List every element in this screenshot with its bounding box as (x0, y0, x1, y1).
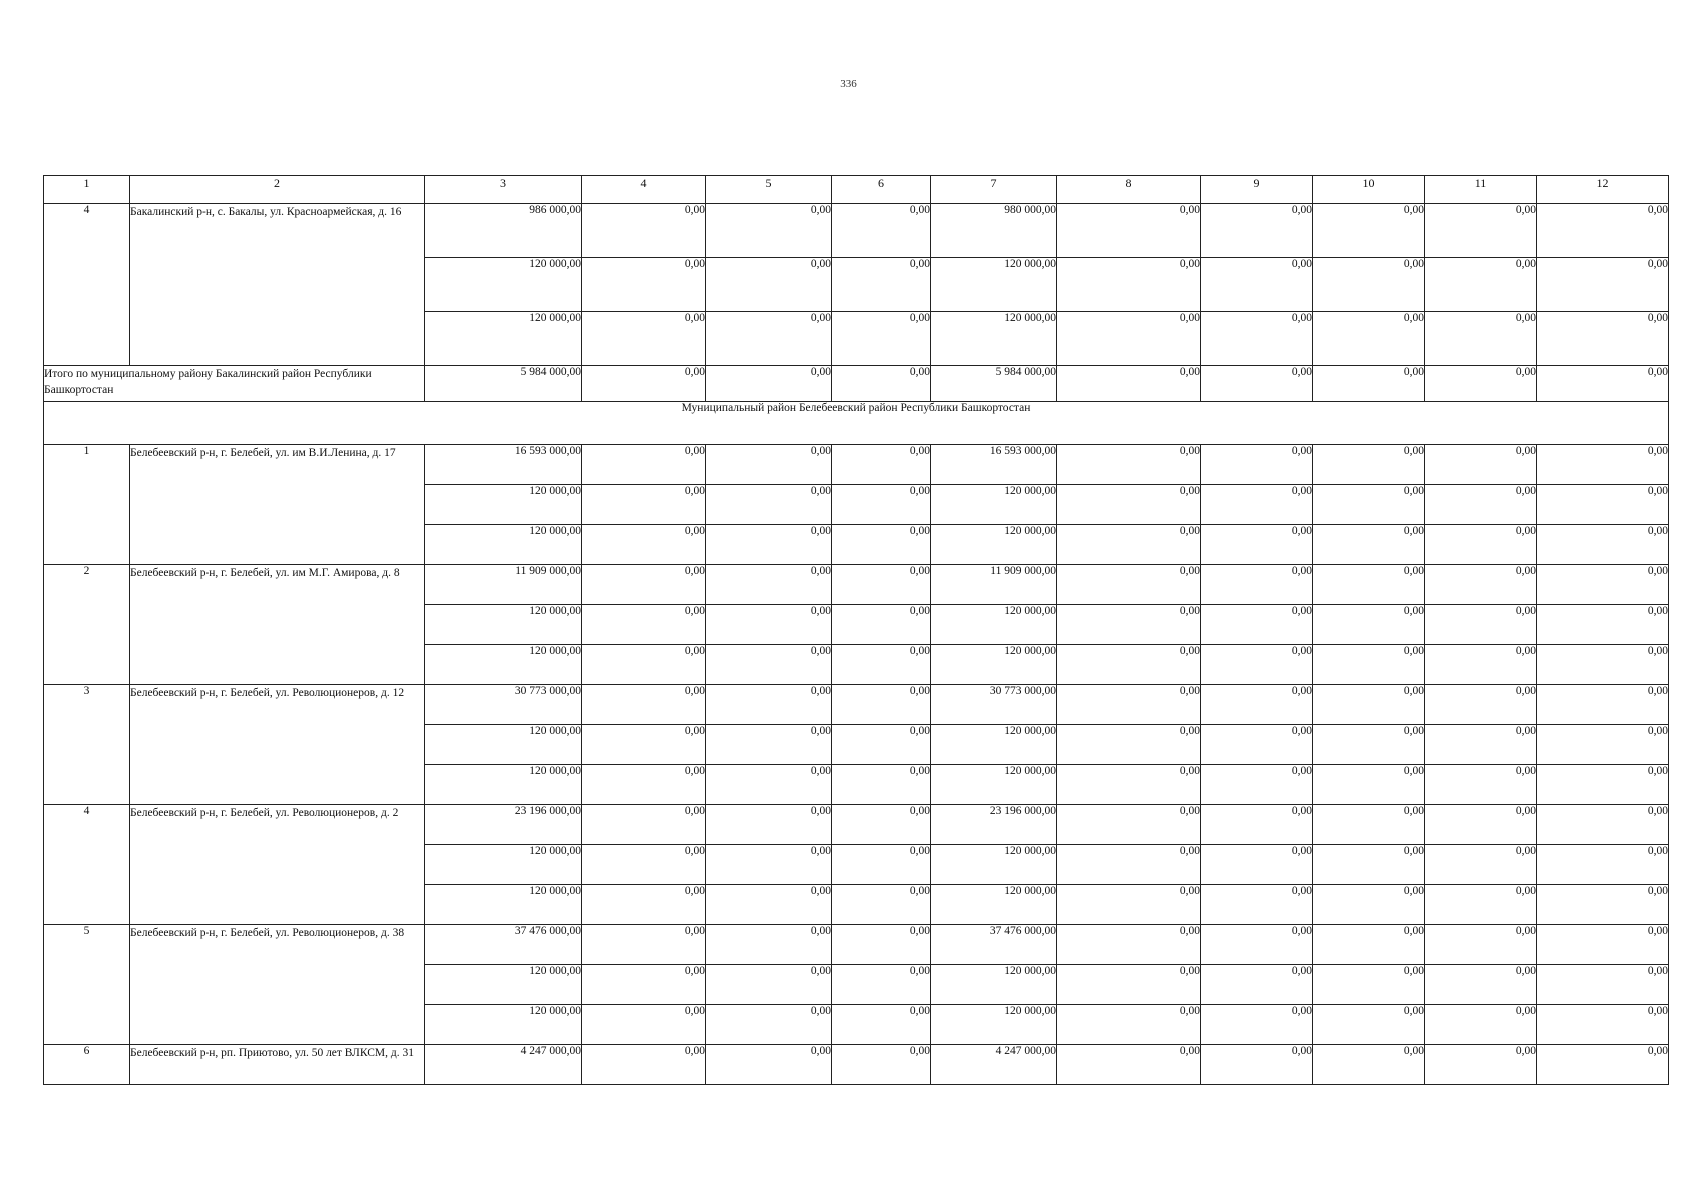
amount-cell: 0,00 (1537, 805, 1669, 845)
object-address: Белебеевский р-н, рп. Приютово, ул. 50 лет ВЛКСМ, д. 31 (130, 1045, 425, 1085)
amount-cell: 0,00 (1537, 525, 1669, 565)
column-number: 6 (832, 176, 931, 204)
object-address: Бакалинский р-н, с. Бакалы, ул. Красноармейская, д. 16 (130, 204, 425, 366)
table-row (44, 925, 1669, 965)
amount-cell: 0,00 (1537, 965, 1669, 1005)
amount-cell: 0,00 (832, 565, 931, 605)
amount-cell: 0,00 (582, 565, 706, 605)
amount-cell: 0,00 (1057, 725, 1201, 765)
amount-cell: 0,00 (1201, 445, 1313, 485)
amount-cell: 4 247 000,00 (425, 1045, 582, 1085)
amount-cell: 0,00 (582, 204, 706, 258)
object-address: Белебеевский р-н, г. Белебей, ул. Революционеров, д. 2 (130, 805, 425, 925)
row-index: 1 (44, 445, 130, 565)
amount-cell: 120 000,00 (931, 258, 1057, 312)
amount-cell: 0,00 (1537, 645, 1669, 685)
amount-cell: 0,00 (706, 885, 832, 925)
amount-cell: 0,00 (1313, 605, 1425, 645)
amount-cell: 0,00 (582, 805, 706, 845)
amount-cell: 0,00 (582, 445, 706, 485)
amount-cell: 0,00 (1201, 525, 1313, 565)
amount-cell: 120 000,00 (931, 885, 1057, 925)
amount-cell: 0,00 (1537, 685, 1669, 725)
amount-cell: 0,00 (1425, 645, 1537, 685)
table-row (44, 565, 1669, 605)
amount-cell: 0,00 (832, 1005, 931, 1045)
amount-cell: 30 773 000,00 (425, 685, 582, 725)
amount-cell: 0,00 (706, 605, 832, 645)
amount-cell: 0,00 (706, 685, 832, 725)
total-amount-cell: 0,00 (1057, 366, 1201, 402)
amount-cell: 0,00 (1313, 525, 1425, 565)
amount-cell: 0,00 (582, 685, 706, 725)
amount-cell: 120 000,00 (425, 312, 582, 366)
amount-cell: 0,00 (706, 725, 832, 765)
amount-cell: 120 000,00 (931, 845, 1057, 885)
amount-cell: 0,00 (582, 765, 706, 805)
amount-cell: 0,00 (1537, 925, 1669, 965)
data-table (43, 175, 1669, 1085)
amount-cell: 120 000,00 (425, 525, 582, 565)
amount-cell: 0,00 (1057, 445, 1201, 485)
total-amount-cell: 0,00 (1537, 366, 1669, 402)
amount-cell: 0,00 (832, 445, 931, 485)
column-number: 10 (1313, 176, 1425, 204)
amount-cell: 0,00 (1201, 725, 1313, 765)
amount-cell: 0,00 (1425, 445, 1537, 485)
amount-cell: 0,00 (1313, 685, 1425, 725)
amount-cell: 0,00 (1057, 805, 1201, 845)
column-number: 7 (931, 176, 1057, 204)
amount-cell: 0,00 (1425, 1005, 1537, 1045)
amount-cell: 0,00 (1537, 445, 1669, 485)
amount-cell: 0,00 (1537, 765, 1669, 805)
amount-cell: 0,00 (1201, 565, 1313, 605)
column-number: 9 (1201, 176, 1313, 204)
amount-cell: 0,00 (832, 204, 931, 258)
amount-cell: 0,00 (1057, 925, 1201, 965)
amount-cell: 0,00 (1057, 845, 1201, 885)
amount-cell: 0,00 (832, 725, 931, 765)
amount-cell: 0,00 (1201, 312, 1313, 366)
amount-cell: 120 000,00 (425, 485, 582, 525)
amount-cell: 0,00 (1201, 605, 1313, 645)
amount-cell: 120 000,00 (931, 605, 1057, 645)
amount-cell: 0,00 (1425, 965, 1537, 1005)
amount-cell: 0,00 (1537, 885, 1669, 925)
amount-cell: 0,00 (832, 645, 931, 685)
amount-cell: 0,00 (1313, 1045, 1425, 1085)
amount-cell: 0,00 (582, 645, 706, 685)
object-address: Белебеевский р-н, г. Белебей, ул. Революционеров, д. 12 (130, 685, 425, 805)
amount-cell: 120 000,00 (931, 965, 1057, 1005)
object-address: Белебеевский р-н, г. Белебей, ул. им М.Г. Амирова, д. 8 (130, 565, 425, 685)
section-row (44, 402, 1669, 445)
amount-cell: 0,00 (1057, 1005, 1201, 1045)
amount-cell: 120 000,00 (425, 845, 582, 885)
amount-cell: 0,00 (1425, 525, 1537, 565)
total-amount-cell: 0,00 (1425, 366, 1537, 402)
amount-cell: 0,00 (1201, 1005, 1313, 1045)
amount-cell: 0,00 (832, 845, 931, 885)
amount-cell: 0,00 (1537, 485, 1669, 525)
amount-cell: 120 000,00 (931, 312, 1057, 366)
amount-cell: 0,00 (1425, 258, 1537, 312)
amount-cell: 0,00 (1057, 965, 1201, 1005)
amount-cell: 120 000,00 (425, 258, 582, 312)
amount-cell: 0,00 (1425, 765, 1537, 805)
amount-cell: 120 000,00 (425, 605, 582, 645)
amount-cell: 11 909 000,00 (425, 565, 582, 605)
amount-cell: 0,00 (832, 258, 931, 312)
amount-cell: 0,00 (1537, 204, 1669, 258)
section-title: Муниципальный район Белебеевский район Республики Башкортостан (44, 402, 1669, 445)
amount-cell: 0,00 (1313, 258, 1425, 312)
column-number-header-row (44, 176, 1669, 204)
amount-cell: 0,00 (582, 845, 706, 885)
amount-cell: 0,00 (1201, 845, 1313, 885)
total-amount-cell: 0,00 (1201, 366, 1313, 402)
amount-cell: 37 476 000,00 (425, 925, 582, 965)
amount-cell: 0,00 (582, 885, 706, 925)
amount-cell: 0,00 (1313, 1005, 1425, 1045)
amount-cell: 0,00 (706, 445, 832, 485)
amount-cell: 0,00 (1425, 885, 1537, 925)
amount-cell: 986 000,00 (425, 204, 582, 258)
amount-cell: 0,00 (1201, 1045, 1313, 1085)
amount-cell: 16 593 000,00 (931, 445, 1057, 485)
row-index: 4 (44, 805, 130, 925)
table-row (44, 685, 1669, 725)
column-number: 12 (1537, 176, 1669, 204)
total-amount-cell: 5 984 000,00 (425, 366, 582, 402)
amount-cell: 0,00 (706, 645, 832, 685)
amount-cell: 0,00 (1313, 204, 1425, 258)
amount-cell: 0,00 (1537, 565, 1669, 605)
amount-cell: 0,00 (1537, 1045, 1669, 1085)
amount-cell: 0,00 (1537, 845, 1669, 885)
amount-cell: 4 247 000,00 (931, 1045, 1057, 1085)
amount-cell: 0,00 (706, 525, 832, 565)
amount-cell: 120 000,00 (931, 1005, 1057, 1045)
column-number: 11 (1425, 176, 1537, 204)
amount-cell: 980 000,00 (931, 204, 1057, 258)
object-address: Белебеевский р-н, г. Белебей, ул. им В.И.Ленина, д. 17 (130, 445, 425, 565)
amount-cell: 0,00 (1313, 485, 1425, 525)
row-index: 3 (44, 685, 130, 805)
amount-cell: 120 000,00 (425, 1005, 582, 1045)
total-amount-cell: 0,00 (1313, 366, 1425, 402)
amount-cell: 0,00 (1313, 765, 1425, 805)
total-label: Итого по муниципальному району Бакалинский район Республики Башкортостан (44, 366, 425, 402)
row-index: 5 (44, 925, 130, 1045)
amount-cell: 0,00 (1425, 605, 1537, 645)
amount-cell: 0,00 (832, 685, 931, 725)
amount-cell: 0,00 (1057, 645, 1201, 685)
amount-cell: 0,00 (1425, 485, 1537, 525)
total-amount-cell: 0,00 (832, 366, 931, 402)
amount-cell: 0,00 (582, 925, 706, 965)
total-amount-cell: 5 984 000,00 (931, 366, 1057, 402)
amount-cell: 0,00 (1425, 312, 1537, 366)
column-number: 2 (130, 176, 425, 204)
amount-cell: 0,00 (706, 925, 832, 965)
amount-cell: 0,00 (706, 965, 832, 1005)
page-number: 336 (840, 78, 857, 90)
amount-cell: 120 000,00 (425, 645, 582, 685)
amount-cell: 0,00 (1313, 885, 1425, 925)
amount-cell: 0,00 (832, 525, 931, 565)
amount-cell: 120 000,00 (425, 965, 582, 1005)
amount-cell: 0,00 (1313, 965, 1425, 1005)
table-row (44, 204, 1669, 258)
row-index: 2 (44, 565, 130, 685)
amount-cell: 0,00 (1313, 725, 1425, 765)
amount-cell: 0,00 (1537, 605, 1669, 645)
amount-cell: 0,00 (582, 725, 706, 765)
amount-cell: 0,00 (706, 258, 832, 312)
amount-cell: 0,00 (582, 605, 706, 645)
column-number: 8 (1057, 176, 1201, 204)
total-amount-cell: 0,00 (582, 366, 706, 402)
amount-cell: 0,00 (582, 485, 706, 525)
amount-cell: 0,00 (1201, 965, 1313, 1005)
amount-cell: 0,00 (1313, 445, 1425, 485)
amount-cell: 0,00 (1201, 204, 1313, 258)
amount-cell: 0,00 (1201, 485, 1313, 525)
column-number: 4 (582, 176, 706, 204)
amount-cell: 120 000,00 (931, 765, 1057, 805)
amount-cell: 120 000,00 (931, 645, 1057, 685)
amount-cell: 0,00 (1537, 1005, 1669, 1045)
amount-cell: 0,00 (1425, 565, 1537, 605)
amount-cell: 0,00 (832, 925, 931, 965)
amount-cell: 0,00 (1425, 845, 1537, 885)
column-number: 5 (706, 176, 832, 204)
amount-cell: 0,00 (1057, 1045, 1201, 1085)
total-amount-cell: 0,00 (706, 366, 832, 402)
amount-cell: 0,00 (1057, 258, 1201, 312)
row-index: 4 (44, 204, 130, 366)
amount-cell: 0,00 (1313, 645, 1425, 685)
table-row (44, 1045, 1669, 1085)
amount-cell: 0,00 (582, 1045, 706, 1085)
amount-cell: 0,00 (1201, 885, 1313, 925)
amount-cell: 120 000,00 (425, 885, 582, 925)
amount-cell: 0,00 (706, 565, 832, 605)
amount-cell: 37 476 000,00 (931, 925, 1057, 965)
amount-cell: 0,00 (832, 1045, 931, 1085)
amount-cell: 0,00 (1057, 685, 1201, 725)
amount-cell: 11 909 000,00 (931, 565, 1057, 605)
amount-cell: 0,00 (1201, 925, 1313, 965)
column-number: 3 (425, 176, 582, 204)
amount-cell: 0,00 (706, 1005, 832, 1045)
amount-cell: 0,00 (1537, 258, 1669, 312)
amount-cell: 0,00 (1057, 885, 1201, 925)
amount-cell: 0,00 (582, 258, 706, 312)
amount-cell: 23 196 000,00 (931, 805, 1057, 845)
amount-cell: 0,00 (706, 765, 832, 805)
amount-cell: 0,00 (1537, 312, 1669, 366)
amount-cell: 0,00 (1057, 204, 1201, 258)
amount-cell: 0,00 (1201, 805, 1313, 845)
amount-cell: 0,00 (1425, 925, 1537, 965)
amount-cell: 23 196 000,00 (425, 805, 582, 845)
amount-cell: 120 000,00 (425, 765, 582, 805)
amount-cell: 0,00 (1057, 565, 1201, 605)
amount-cell: 0,00 (706, 312, 832, 366)
amount-cell: 0,00 (832, 885, 931, 925)
amount-cell: 0,00 (1425, 685, 1537, 725)
amount-cell: 0,00 (1425, 204, 1537, 258)
amount-cell: 16 593 000,00 (425, 445, 582, 485)
amount-cell: 0,00 (582, 312, 706, 366)
amount-cell: 0,00 (1201, 685, 1313, 725)
amount-cell: 0,00 (1313, 805, 1425, 845)
amount-cell: 0,00 (1425, 725, 1537, 765)
amount-cell: 0,00 (1313, 925, 1425, 965)
column-number: 1 (44, 176, 130, 204)
amount-cell: 0,00 (1057, 485, 1201, 525)
amount-cell: 120 000,00 (931, 725, 1057, 765)
row-index: 6 (44, 1045, 130, 1085)
amount-cell: 0,00 (832, 485, 931, 525)
total-row (44, 366, 1669, 402)
amount-cell: 0,00 (706, 485, 832, 525)
amount-cell: 0,00 (706, 845, 832, 885)
amount-cell: 0,00 (1057, 312, 1201, 366)
amount-cell: 0,00 (582, 965, 706, 1005)
amount-cell: 30 773 000,00 (931, 685, 1057, 725)
amount-cell: 0,00 (1057, 605, 1201, 645)
amount-cell: 0,00 (1313, 565, 1425, 605)
amount-cell: 0,00 (1201, 765, 1313, 805)
amount-cell: 0,00 (1313, 845, 1425, 885)
amount-cell: 0,00 (582, 525, 706, 565)
amount-cell: 0,00 (1057, 765, 1201, 805)
amount-cell: 0,00 (1537, 725, 1669, 765)
amount-cell: 0,00 (1425, 805, 1537, 845)
amount-cell: 0,00 (832, 312, 931, 366)
amount-cell: 0,00 (1201, 258, 1313, 312)
table-row (44, 445, 1669, 485)
amount-cell: 0,00 (832, 805, 931, 845)
amount-cell: 0,00 (1057, 525, 1201, 565)
amount-cell: 120 000,00 (931, 525, 1057, 565)
amount-cell: 0,00 (1313, 312, 1425, 366)
table-row (44, 805, 1669, 845)
amount-cell: 120 000,00 (931, 485, 1057, 525)
amount-cell: 0,00 (1425, 1045, 1537, 1085)
amount-cell: 0,00 (706, 805, 832, 845)
amount-cell: 120 000,00 (425, 725, 582, 765)
amount-cell: 0,00 (1201, 645, 1313, 685)
amount-cell: 0,00 (832, 965, 931, 1005)
amount-cell: 0,00 (832, 605, 931, 645)
amount-cell: 0,00 (832, 765, 931, 805)
amount-cell: 0,00 (582, 1005, 706, 1045)
object-address: Белебеевский р-н, г. Белебей, ул. Революционеров, д. 38 (130, 925, 425, 1045)
amount-cell: 0,00 (706, 1045, 832, 1085)
amount-cell: 0,00 (706, 204, 832, 258)
